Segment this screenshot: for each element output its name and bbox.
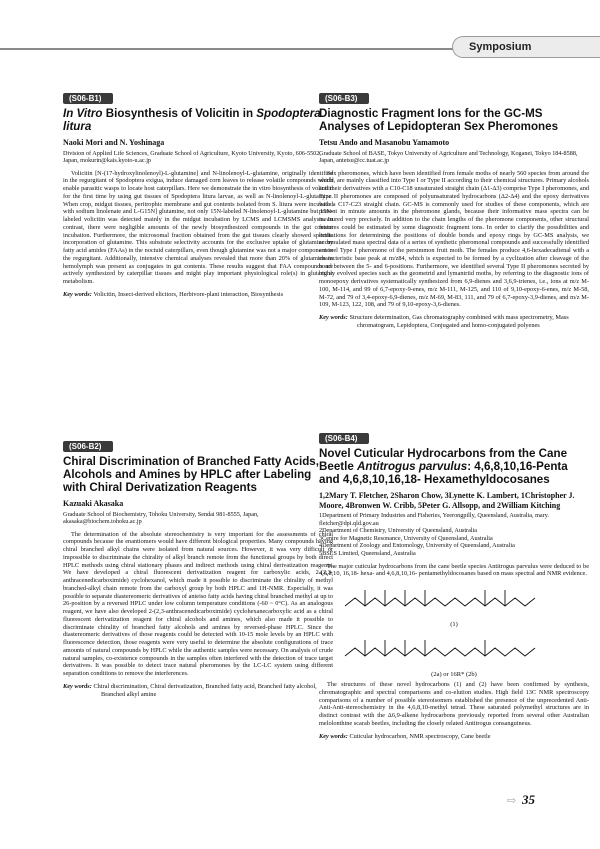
article-abstract: Volicitin [N-(17-hydroxylinolenoyl)-L-glutamine] and N-linolenoyl-L-glutamine, originally identified in the regurgitant of Spodoptera exigua, induce damaged corn leaves to release volatile compounds which enable parasitic wasps to locate host caterpillars. Here we demonstrate the in vitro biosynthesis of volicitin for the first time by using gut tissues of Spodoptera litura larvae, as well as N-linolenoyl-L-glutamine. When crop, midgut tissues, peritrophic membrane and gut contents isolated from S. litura were incubated with sodium linolenate and L-G15N] glutamine, not only 15N-labeled N-linolenoyl-L-glutamine but 15N-labeled volicitin was detected mainly in the midgut incubation by LCMS and LCMSMS analysis. In contrast, there were negligible amounts of the newly biosynthesized compounds in the gut content incubation. Furthermore, the microsomal fraction obtained from the gut tissues clearly showed specific incorporation of glutamine. This substrate selectivity accounts for the exclusive uptake of glutamine by fatty acid amides (FAAs) in the noctuid caterpillars, even though glutamine was not a major component in the regurgitant. Additionally, intensive chemical analyses revealed that more than 20% of glutamine in hemolymph was present as conjugates in gut contents. These results suggest that FAA compounds are actively synthesized by caterpillar tissues and might play important physiological role(s) in glutamine metabolism.	[63, 169, 333, 286]
article-code: (S06-B2)	[63, 441, 113, 452]
article-code: (S06-B4)	[319, 433, 369, 444]
article-keywords: Key words: Structure determination, Gas chromatography combined with mass spectrometry, Mass chromatogram, Lepidoptera, Conjugated and homo-conjugated polyenes	[319, 314, 569, 329]
article-s06-b1	[63, 88, 333, 299]
article-affiliation: Graduate School of BASE, Tokyo University of Agriculture and Technology, Koganei, Tokyo 184-8588, Japan, antetsu@cc.tuat.ac.jp	[319, 149, 578, 165]
header-rule	[0, 48, 458, 50]
article-s06-b3	[319, 88, 589, 330]
section-tab: Symposium	[452, 36, 600, 58]
article-title: In Vitro Biosynthesis of Volicitin in Spodoptera litura	[63, 107, 321, 133]
article-affiliation: Graduate School of Biochemistry, Tohoku University, Sendai 981-8555, Japan, akasaka@biochem.tohoku.ac.jp	[63, 510, 259, 526]
article-authors: 1,2Mary T. Fletcher, 2Sharon Chow, 3Lynette K. Lambert, 1Christopher J. Moore, 4Bronwen W. Cribb, 5Peter G. Allsopp, and 2William Kitching	[319, 491, 575, 510]
article-abstract: The determination of the absolute stereochemistry is very important for the assessments of chiral compounds because the enantiomers would have different biological properties. Many compounds having chiral branched alkyl chains were isolated from natural sources. However, it was very difficult or impossible to discriminate the chirality of alkyl branch remote from the functional groups by both direct HPLC methods using chiral stationary phases and indirect methods using chiral derivatization reagents. We have developed a chiral fluorescent derivatization reagent for carboxylic acids, 2-(2,3-anthracenedicarboximide) cyclohexanol, which made it possible to discriminate the chirality of methyl branched-alkyl chain remote from the carboxyl group by both HPLC and 1H-NMR. Especially, it was possible to separate diastereomeric derivatives of anteiso fatty acids having chiral branched methyl at up to 26-position by a reversed HPLC under low column temperature conditions (-60 ~ 0°C). As an analogous reagent, we have also developed 2-(2,3-anthracenedicarboximide) cyclohexanecarboxylic acid as a chiral fluorescent derivatization reagent for chiral alcohols and amines, which also made it possible to discriminate chirality of branched fatty alcohols and amines by reversed-phase HPLC. Since the diastereomeric derivatives of those reagents could be detected with 10-15 mole levels by an HPLC with fluorescence detection, those reagents were very useful to determine the absolute configurations of trace amounts of natural compounds by HPLC while the authentic samples were necessary. On analysis of crude natural samples, co-existence compounds in the samples often interfered with the detection of trace target derivatives. It was possible to detect trace natural pheromones by the LC-LC system using different separation conditions to remove the interferences.	[63, 530, 333, 678]
article-title: Diagnostic Fragment Ions for the GC-MS Analyses of Lepidopteran Sex Pheromones	[319, 107, 559, 133]
article-abstract: Sex pheromones, which have been identified from female moths of nearly 560 species from around the world, are mainly classified into Type I or Type II according to their chemical structures. Primary alcohols and their derivatives with a C10-C18 unsaturated straight chain (Δ1-Δ3) comprise Type I pheromones, and Type II pheromones are composed of polyunsaturated hydrocarbons (Δ2-Δ4) and the epoxy derivatives with a C17-C23 straight chain. GC-MS is commonly used for studies of these components, which are present in minute amounts in the pheromone glands, because their informative mass spectra can be measured very precisely. In addition to the chain lengths of the pheromone components, other structural features could be estimated by some diagnostic fragment ions. In order to clarify the possibilities and limitations for determining the positions of double bonds and epoxy rings by GC-MS analysis, we accumulated mass spectral data of a series of synthetic pheromonal compounds and successfully identified a novel Type I pheromone of the persimmon fruit moth. The females produce 4,6-hexadecadienal with a characteristic base peak at m/z84, which is expected to be formed by a cyclization after cleavage of the bond between the 5- and 6-positions. Furthermore, we identified several Type II pheromones secreted by highly evolved species such as the geometrid and lymantriid moths, by referring to the diagnostic ions of monoepoxy derivatives systematically synthesized from 6,9-dienes and 3,6,9-trienes, i.e., ions at m/z M-100, M-114, and 99 of 6,7-epoxy-9-enes, m/z M-111, M-125, and 110 of 9,10-epoxy-6-enes, m/z M-58, M-72, and 79 of 3,4-epoxy-6,9-dienes, m/z M-69, M-83, 111, and 79 of 6,7-epoxy-3,9-dienes, and m/z M-109, M-123, 122, 108, and 79 of 9,10-epoxy-3,6-dienes.	[319, 169, 589, 309]
chemical-structure-1	[343, 584, 589, 617]
article-code: (S06-B3)	[319, 93, 369, 104]
structure-label-2: (2a) or 16R* (2b)	[431, 671, 477, 679]
article-abstract-part1: The major cuticular hydrocarbons from the cane beetle species Antitrogus parvulus were deduced to be 4,6,8,10, 16,18- hexa- and 4,6,8,10,16- pentamethyldocosanes based on mass spectral and NMR evidence.	[319, 562, 589, 578]
article-code: (S06-B1)	[63, 93, 113, 104]
hydrocarbon-chain-1	[343, 584, 543, 612]
chemical-structure-2	[343, 634, 589, 667]
page-number: 35	[522, 792, 535, 807]
article-authors: Kazuaki Akasaka	[63, 499, 124, 508]
article-s06-b2	[63, 436, 333, 699]
article-affiliation: Division of Applied Life Sciences, Graduate School of Agriculture, Kyoto University, Kyoto, 606-5502, Japan, mokurin@kais.kyoto-u.ac.jp	[63, 149, 321, 165]
article-keywords: Key words: Cuticular hydrocarbon, NMR spectroscopy, Cane beetle	[319, 732, 491, 740]
article-affiliation: 1Department of Primary Industries and Fisheries, Yeerongpilly, Queensland, Australia, mary. fletcher@dpi.qld.gov.au 2Department of Chemistry, University of Queensland, Australia 3Centre for Magnetic Resonance, University of Queensland, Australia 4Department of Zoology and Entomology, University of Queensland, Australia 5BSES Limited, Queensland, Australia	[319, 512, 549, 557]
article-s06-b4	[319, 428, 589, 740]
article-title: Novel Cuticular Hydrocarbons from the Cane Beetle Antitrogus parvulus: 4,6,8,10,16-Penta and 4,6,8,10,16,18- Hexamethyldocosanes	[319, 447, 568, 486]
structure-label-1: (1)	[450, 621, 458, 629]
article-abstract-part2: The structures of these novel hydrocarbons (1) and (2) have been confirmed by synthesis, chromatographic and spectral comparisons and co-elution studies. High field 13C NMR spectroscopy comparisons of a number of possible stereoisomers established the presence of the unprecedented Anti- Anti-Anti-stereochemistry in the 4,6,8,10-methyl tetrad. These saturated polymethyl structures are in distinct contrast with the Δ6,9-alkene hydrocarbons previously reported from several other Australian melolonthine scarab beetles, including the closely related Antitrogus consanguineus.	[319, 681, 589, 727]
article-title: Chiral Discrimination of Branched Fatty Acids, Alcohols and Amines by HPLC after Labeling with Chiral Derivatization Reagents	[63, 455, 319, 494]
article-authors: Tetsu Ando and Masanobu Yamamoto	[319, 138, 450, 147]
page-arrow-icon: ⇨	[507, 795, 517, 807]
article-keywords: Key words: Volicitin, Insect-derived elicitors, Herbivore-plant interaction, Biosynthesis	[63, 290, 284, 298]
article-authors: Naoki Mori and N. Yoshinaga	[63, 138, 165, 147]
hydrocarbon-chain-2	[343, 634, 543, 662]
article-keywords: Key words: Chiral discrimination, Chiral derivatization, Branched fatty acid, Branched fatty alcohol, Branched alkyl amine	[63, 682, 317, 698]
